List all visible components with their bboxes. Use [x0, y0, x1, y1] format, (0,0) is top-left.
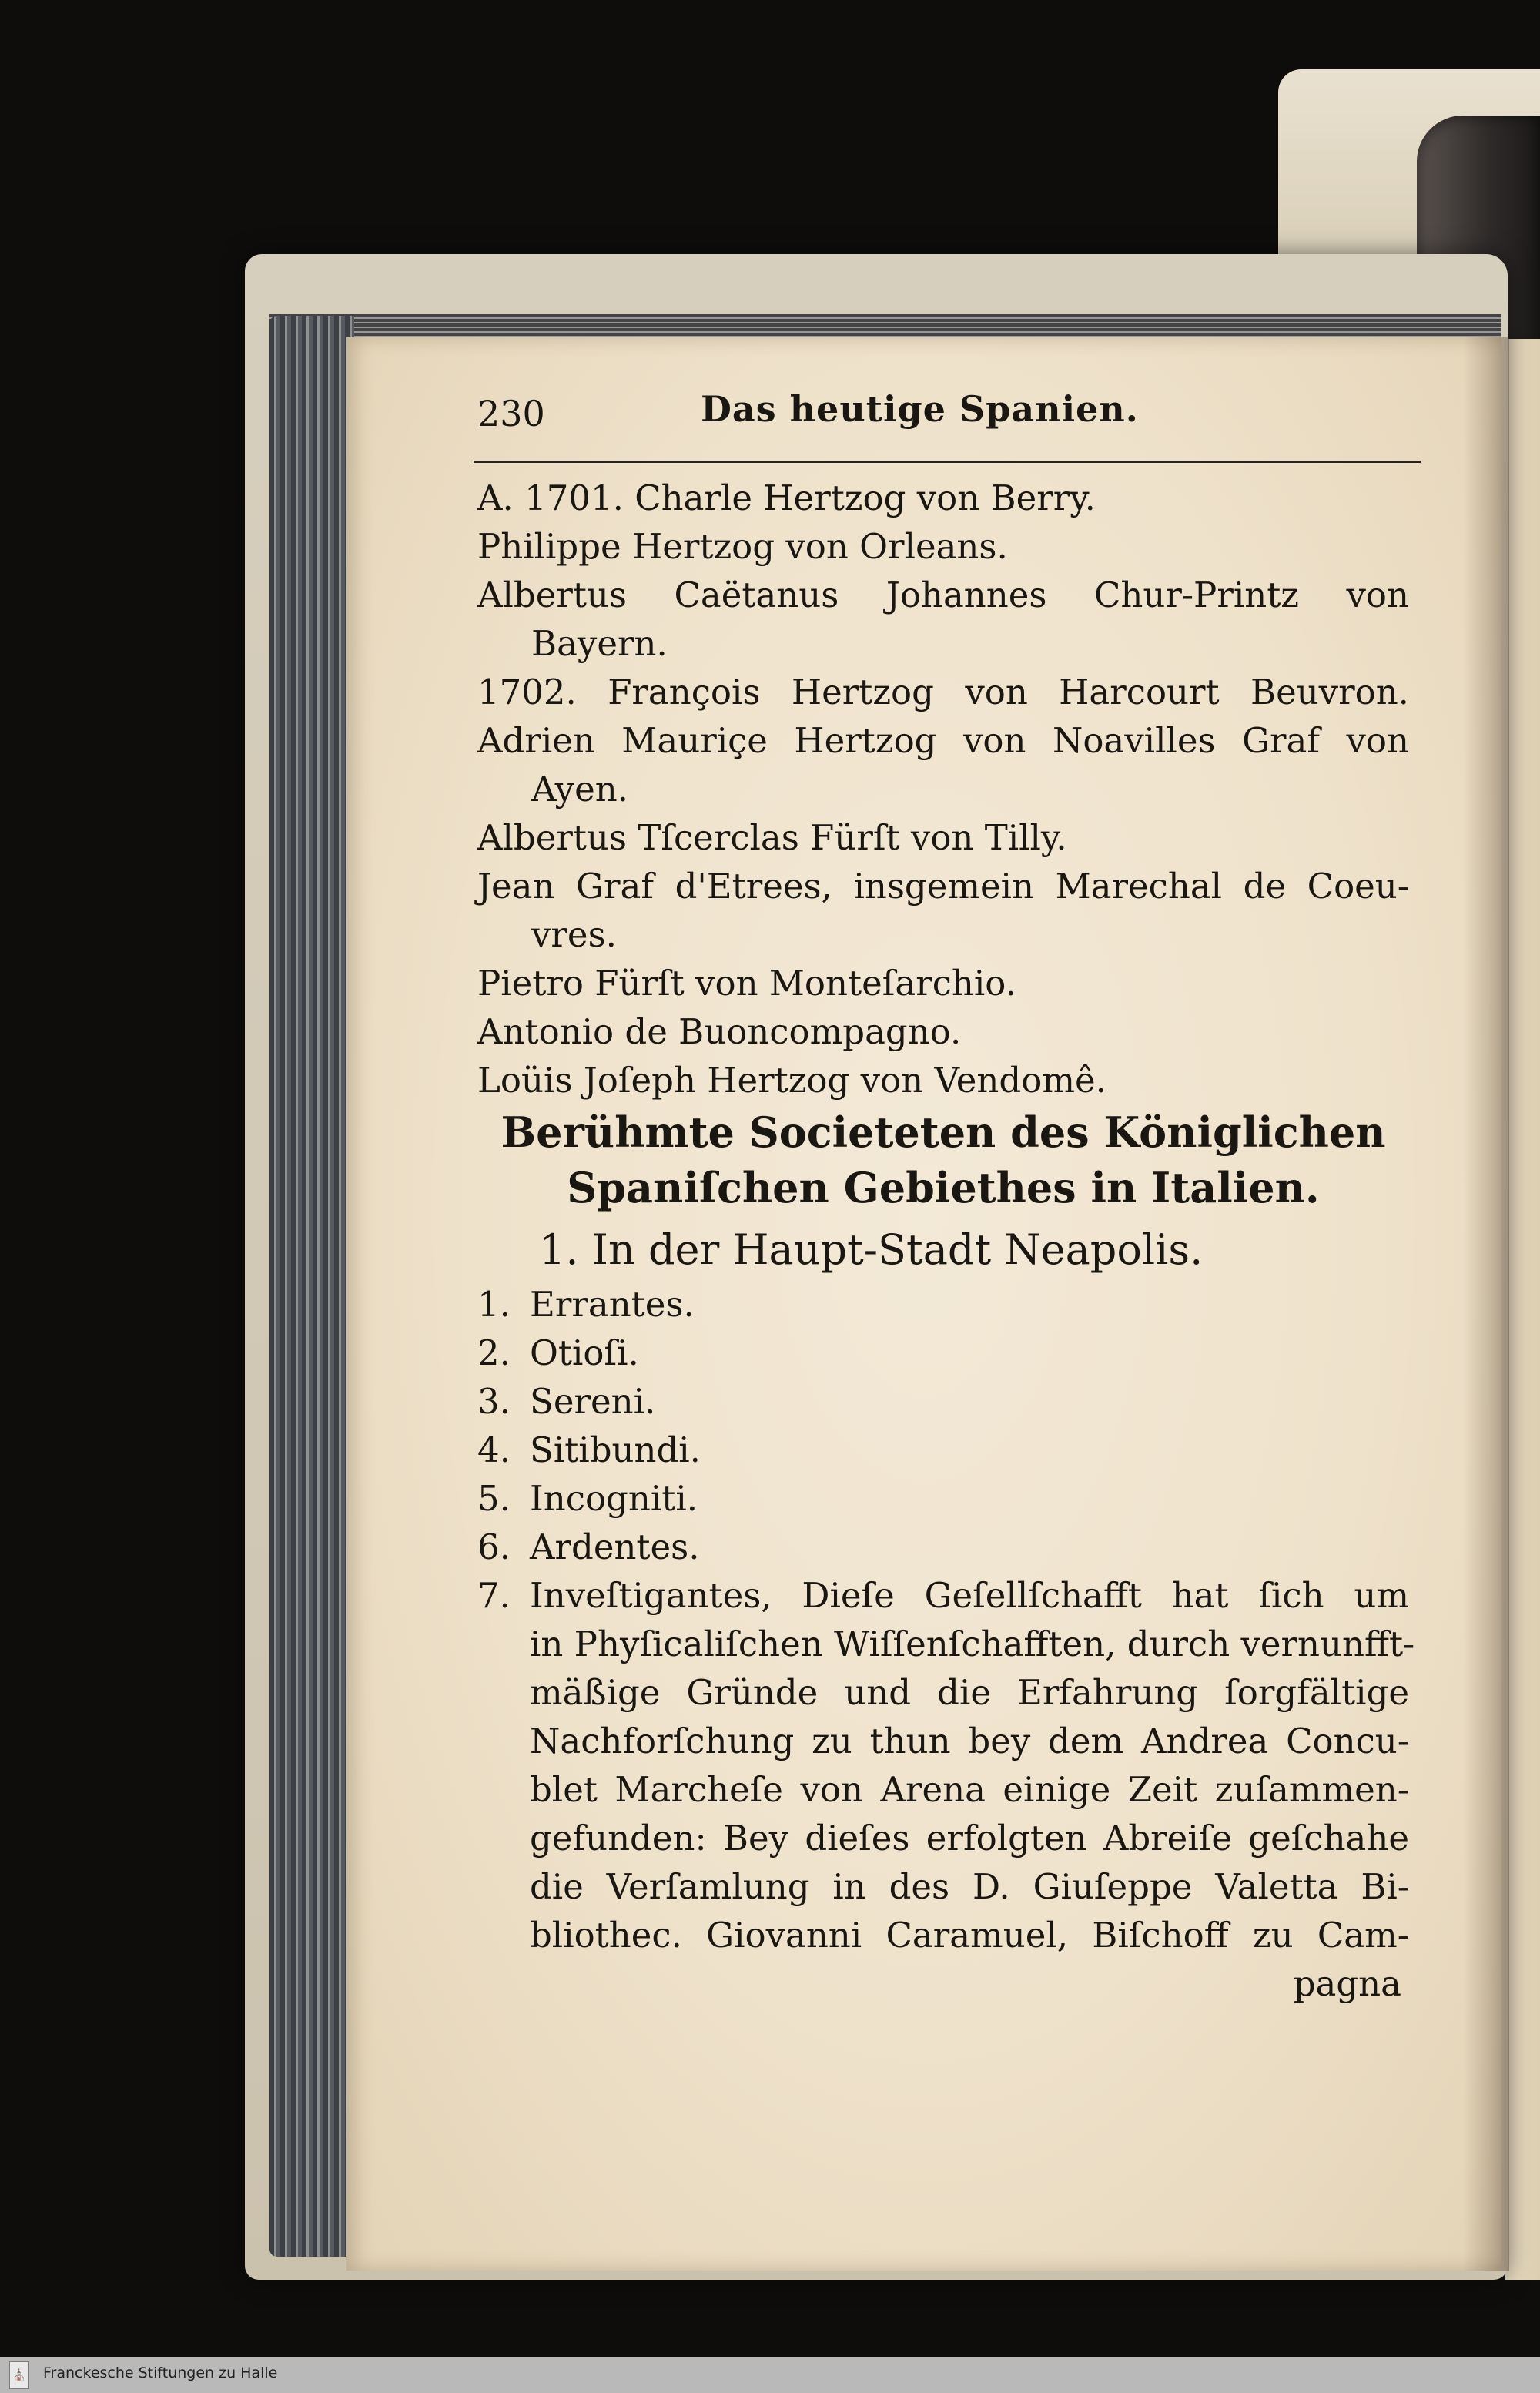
- entry-line: Antonio de Buoncompagno.: [477, 1011, 962, 1052]
- list-item: [477, 1329, 1409, 1377]
- entry-list: [477, 474, 1409, 1104]
- page-text-block: [477, 385, 1415, 2008]
- catchword: pagna: [1293, 1963, 1401, 2004]
- entry-line: Bayern.: [531, 623, 668, 664]
- entry-line: Philippe Hertzog von Orleans.: [477, 526, 1008, 567]
- page-number: 230: [477, 393, 545, 434]
- list-item-number: 1.: [477, 1284, 511, 1325]
- paragraph-line: mäßige Gründe und die Erfahrung ſorgfältige: [530, 1672, 1409, 1713]
- paragraph-line-text: Inveſtigantes, Dieſe Geſellſchafft hat ſich um: [530, 1575, 1409, 1616]
- adjacent-book-page: [1505, 339, 1540, 2280]
- entry-line: Adrien Mauriçe Hertzog von Noavilles Graf von: [477, 720, 1409, 761]
- paragraph-line: die Verſamlung in des D. Giuſeppe Valetta Bi-: [530, 1866, 1409, 1907]
- running-title: Das heutige Spanien.: [701, 388, 1139, 430]
- list-item: [477, 1426, 1409, 1474]
- list-item: [477, 1474, 1409, 1523]
- entry-line: A. 1701. Charle Hertzog von Berry.: [477, 478, 1096, 518]
- entry-line: vres.: [531, 914, 617, 955]
- academy-item-7-text: [477, 1571, 1415, 1959]
- paragraph-line: Nachforſchung zu thun bey dem Andrea Concu-: [530, 1721, 1409, 1761]
- entry-line: Albertus Tſcerclas Fürſt von Tilly.: [477, 817, 1067, 858]
- section-heading-line2: Spaniſchen Gebiethes in Italien.: [567, 1163, 1320, 1212]
- list-item-number: 5.: [477, 1478, 511, 1519]
- paragraph-line: gefunden: Bey dieſes erfolgten Abreiſe geſchahe: [530, 1818, 1409, 1858]
- entry-line: Loüis Joſeph Hertzog von Vendomê.: [477, 1060, 1106, 1101]
- list-item-name: Sitibundi.: [530, 1429, 701, 1470]
- entry-line: 1702. François Hertzog von Harcourt Beuvron.: [477, 672, 1409, 712]
- gutter-shadow: [1463, 337, 1509, 2271]
- section-heading-line1: Berühmte Societeten des Königlichen: [500, 1108, 1386, 1157]
- page-edges-top: [270, 314, 1502, 337]
- list-item-number: 6.: [477, 1527, 511, 1567]
- header-rule: [474, 461, 1421, 463]
- list-item-number: 7.: [477, 1575, 511, 1616]
- list-item-number: 4.: [477, 1429, 511, 1470]
- paragraph-line: in Phyſicaliſchen Wiſſenſchafften, durch vernunfft-: [530, 1624, 1415, 1664]
- list-item-name: Otioſi.: [530, 1332, 639, 1373]
- academy-item-7: [477, 1571, 1415, 1959]
- entry-line: Ayen.: [531, 769, 629, 809]
- list-item: [477, 1377, 1409, 1426]
- list-item: [477, 1523, 1409, 1571]
- list-item-number: 3.: [477, 1381, 511, 1422]
- paragraph-line: blet Marcheſe von Arena einige Zeit zuſammen-: [530, 1769, 1409, 1810]
- list-item-name: Incogniti.: [530, 1478, 698, 1519]
- entry-line: Jean Graf d'Etrees, insgemein Marechal de Coeu-: [477, 866, 1409, 907]
- institution-logo-icon: ⛪: [9, 2361, 29, 2389]
- academy-list: [477, 1280, 1409, 1571]
- list-item-name: Ardentes.: [530, 1527, 700, 1567]
- section-heading: [477, 1104, 1409, 1215]
- subsection-heading: 1. In der Haupt-Stadt Neapolis.: [539, 1225, 1204, 1274]
- list-item-name: Sereni.: [530, 1381, 656, 1422]
- list-item: [477, 1280, 1409, 1329]
- page-edges-left: [270, 316, 354, 2257]
- list-item-name: Errantes.: [530, 1284, 695, 1325]
- paragraph-line: bliothec. Giovanni Caramuel, Biſchoff zu Cam-: [530, 1915, 1409, 1956]
- entry-line: Albertus Caëtanus Johannes Chur-Printz von: [477, 575, 1409, 615]
- page-header: [477, 385, 1409, 439]
- entry-line: Pietro Fürſt von Monteſarchio.: [477, 963, 1016, 1004]
- paragraph-line: [477, 1571, 1409, 1620]
- list-item-number: 2.: [477, 1332, 511, 1373]
- footer-credit: Franckesche Stiftungen zu Halle: [43, 2365, 278, 2381]
